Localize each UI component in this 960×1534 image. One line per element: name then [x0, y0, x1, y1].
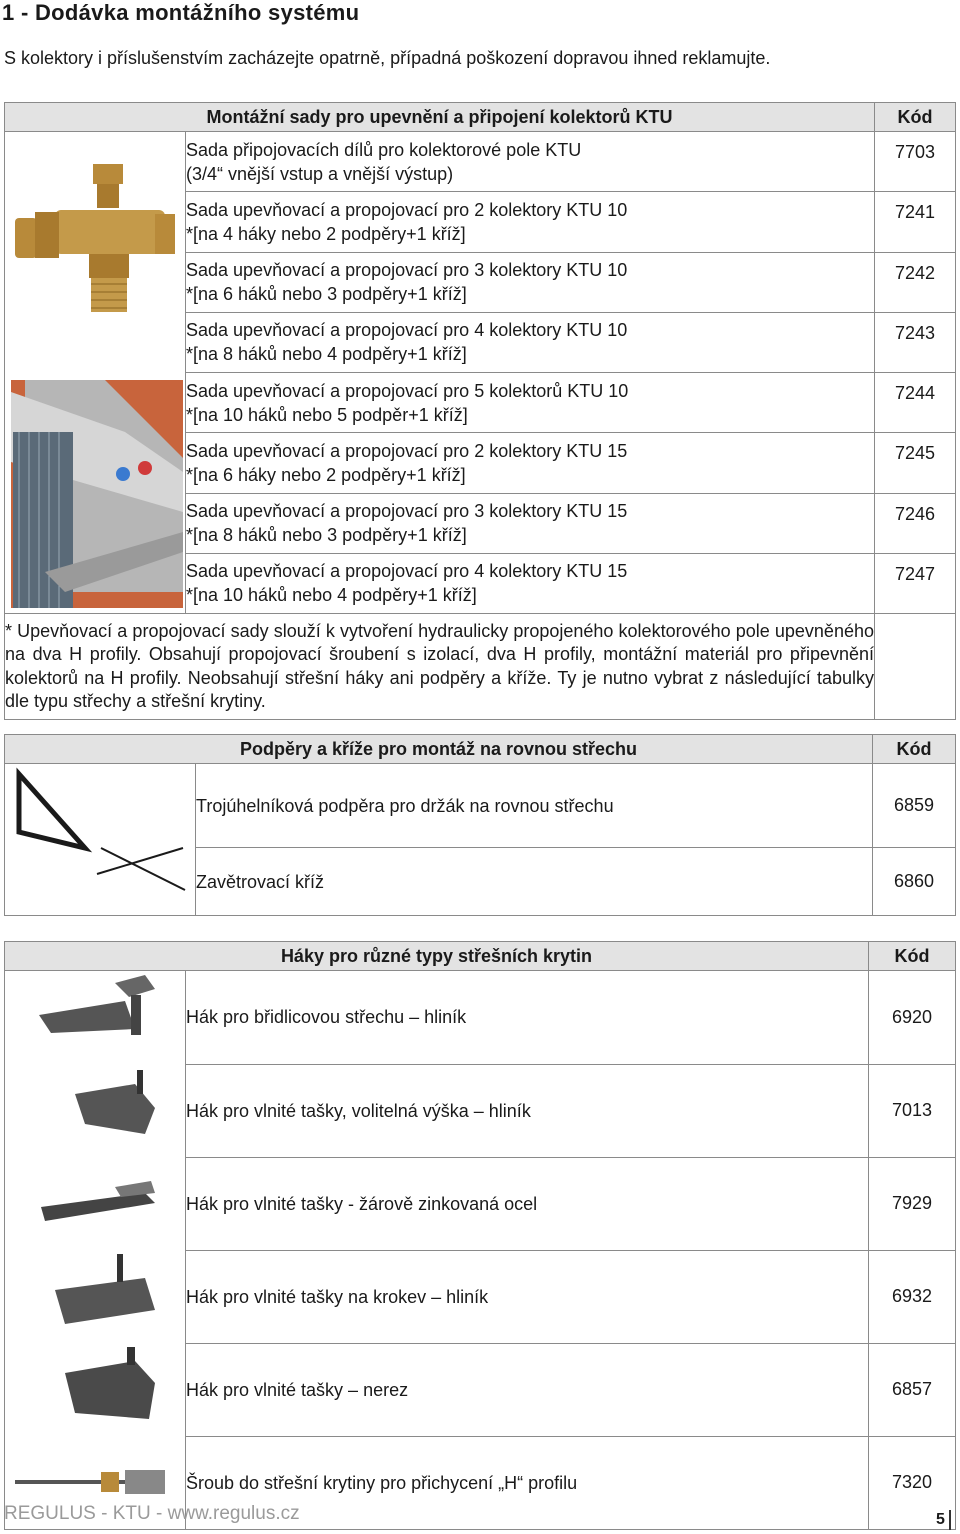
table3-row-code: 6920: [869, 971, 956, 1065]
table1-row-code: 7243: [875, 312, 956, 372]
hook-image-cell: [5, 1064, 186, 1157]
table1-row-code: 7242: [875, 252, 956, 312]
table1-row-label: Sada upevňovací a propojovací pro 3 kolektory KTU 15 *[na 8 háků nebo 3 podpěry+1 kříž]: [186, 493, 875, 553]
table3-row-code: 7013: [869, 1064, 956, 1157]
page-number: 5: [936, 1510, 951, 1530]
table3-row-label: Hák pro vlnité tašky na krokev – hliník: [186, 1250, 869, 1343]
table3-row-code: 6857: [869, 1343, 956, 1436]
rafter-hook-icon: [5, 1250, 185, 1338]
hook-image-cell: [5, 971, 186, 1065]
table3-row-label: Hák pro břidlicovou střechu – hliník: [186, 971, 869, 1065]
collector-photo-icon: [11, 380, 183, 608]
table3-row-code: 6932: [869, 1250, 956, 1343]
page-heading: 1 - Dodávka montážního systému: [2, 0, 360, 25]
table1-row-code: 7703: [875, 132, 956, 192]
table3-row-label: Šroub do střešní krytiny pro přichycení „H“ profilu: [186, 1436, 869, 1530]
flat-roof-supports-table: [4, 734, 956, 916]
wavy-tile-hook-adjustable-icon: [5, 1064, 185, 1152]
roof-hooks-table: [4, 941, 956, 1530]
collector-images: [5, 132, 186, 614]
table2-row-code: 6860: [873, 848, 956, 916]
table3-code-header: Kód: [869, 942, 956, 971]
wind-cross-icon: [97, 848, 185, 890]
table1-row-code: 7246: [875, 493, 956, 553]
table1-code-header: Kód: [875, 103, 956, 132]
table1-title: Montážní sady pro upevnění a připojení kolektorů KTU: [5, 103, 875, 132]
hook-image-cell: [5, 1343, 186, 1436]
table3-row-code: 7929: [869, 1157, 956, 1250]
hook-image-cell: [5, 1157, 186, 1250]
table2-row-code: 6859: [873, 764, 956, 848]
galvanized-hook-icon: [5, 1157, 185, 1245]
table2-row-label: Zavětrovací kříž: [196, 848, 873, 916]
mounting-sets-table: [4, 102, 956, 720]
table1-row-code: 7241: [875, 192, 956, 252]
table1-row-label: Sada upevňovací a propojovací pro 2 kolektory KTU 15 *[na 6 háky nebo 2 podpěry+1 kříž]: [186, 433, 875, 493]
table1-row-label: Sada upevňovací a propojovací pro 5 kolektorů KTU 10 *[na 10 háků nebo 5 podpěr+1 kříž]: [186, 373, 875, 433]
table1-row-label: Sada upevňovací a propojovací pro 3 kolektory KTU 10 *[na 6 háků nebo 3 podpěry+1 kříž]: [186, 252, 875, 312]
triangle-support-and-cross-illustration: [5, 764, 195, 910]
table1-row-code: 7244: [875, 373, 956, 433]
table2-code-header: Kód: [873, 735, 956, 764]
table1-row-label: Sada upevňovací a propojovací pro 4 kolektory KTU 10 *[na 8 háků nebo 4 podpěry+1 kříž]: [186, 312, 875, 372]
table3-row-label: Hák pro vlnité tašky, volitelná výška – hliník: [186, 1064, 869, 1157]
brass-fitting-and-collector-illustration: [5, 132, 185, 608]
intro-text: S kolektory i příslušenstvím zacházejte opatrně, případná poškození dopravou ihned reklamujte.: [4, 48, 771, 68]
table1-row-label: Sada upevňovací a propojovací pro 2 kolektory KTU 10 *[na 4 háky nebo 2 podpěry+1 kříž]: [186, 192, 875, 252]
table1-note: * Upevňovací a propojovací sady slouží k vytvoření hydraulicky propojeného kolektorového pole upevněného na dva H profily. Obsahují propojovací šroubení s izolací, dva H profily, montážní materiál pro připevnění kolektorů na H profily. Neobsahují střešní háky ani podpěry a kříže. Ty je nutno vybrat z následující tabulky dle typu střechy a střešní krytiny.: [5, 614, 875, 720]
support-images: [5, 764, 196, 916]
table1-row-label: Sada připojovacích dílů pro kolektorové pole KTU (3/4“ vnější vstup a vnější výstup): [186, 132, 875, 192]
table3-title: Háky pro různé typy střešních krytin: [5, 942, 869, 971]
stainless-hook-icon: [5, 1343, 185, 1431]
table2-title: Podpěry a kříže pro montáž na rovnou střechu: [5, 735, 873, 764]
brass-fitting-icon: [15, 164, 175, 312]
table2-row-label: Trojúhelníková podpěra pro držák na rovnou střechu: [196, 764, 873, 848]
hook-image-cell: [5, 1250, 186, 1343]
slate-hook-icon: [5, 971, 185, 1059]
table1-row-code: 7245: [875, 433, 956, 493]
footer-company: REGULUS - KTU - www.regulus.cz: [4, 1503, 300, 1524]
triangle-support-icon: [19, 774, 85, 848]
table3-row-label: Hák pro vlnité tašky - žárově zinkovaná ocel: [186, 1157, 869, 1250]
table1-row-label: Sada upevňovací a propojovací pro 4 kolektory KTU 15 *[na 10 háků nebo 4 podpěry+1 kříž]: [186, 553, 875, 613]
table3-row-label: Hák pro vlnité tašky – nerez: [186, 1343, 869, 1436]
table1-row-code: 7247: [875, 553, 956, 613]
table3-row-code: 7320: [869, 1436, 956, 1530]
